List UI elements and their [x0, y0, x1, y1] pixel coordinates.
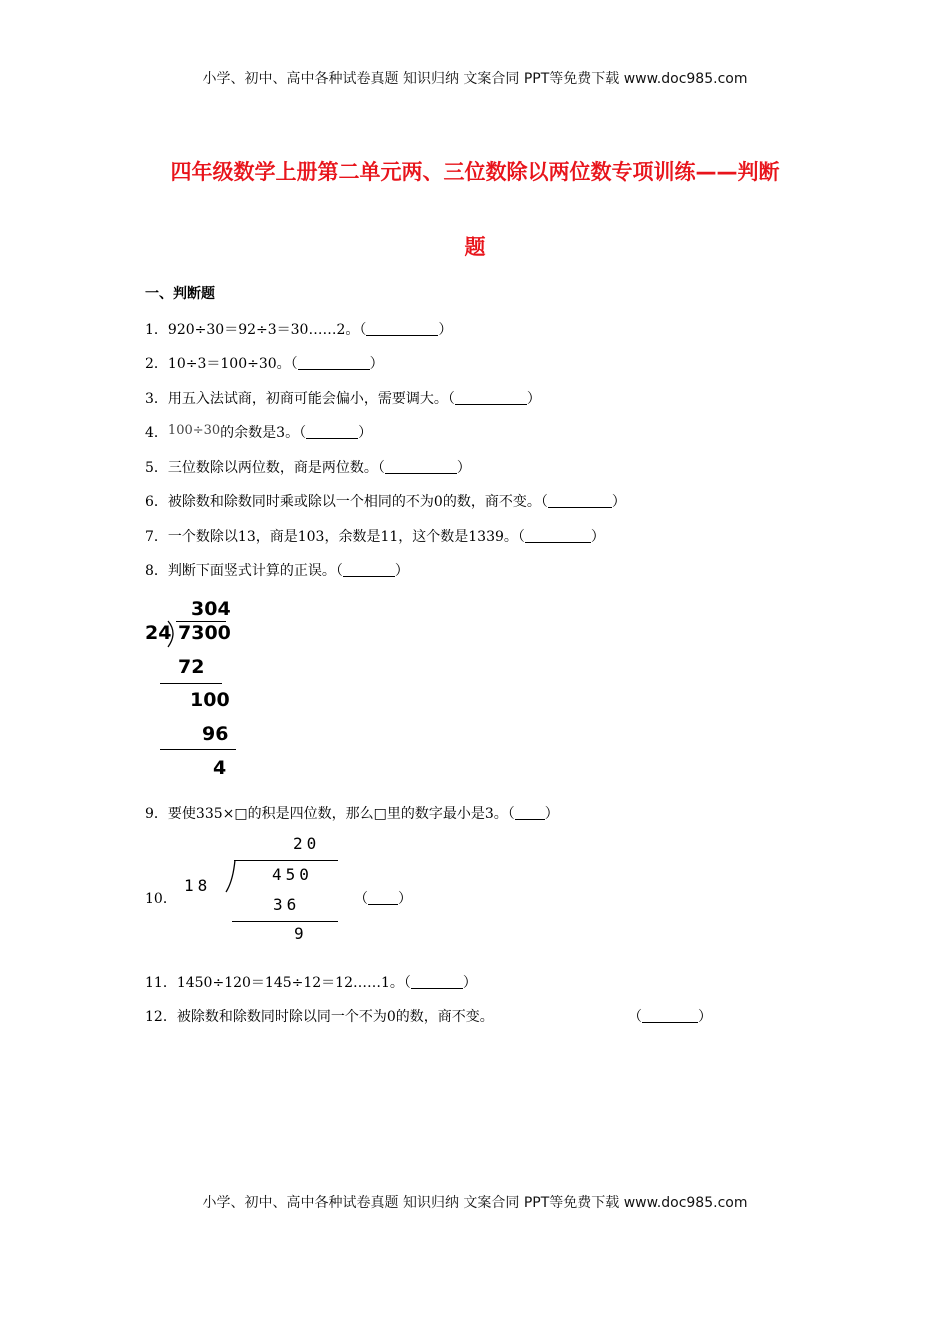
- paren-close: ）: [462, 975, 477, 991]
- paren-close: ）: [611, 494, 626, 510]
- question-text: 用五入法试商，初商可能会偏小，需要调大。（: [167, 391, 455, 407]
- answer-blank[interactable]: [642, 1008, 698, 1023]
- paren-open: （: [628, 1009, 642, 1025]
- question-number: 4．: [145, 425, 168, 441]
- section-title: 一、判断题: [145, 286, 215, 302]
- division-line: [232, 921, 338, 922]
- paren-open: （: [354, 891, 368, 907]
- question-12-answer: [628, 1006, 712, 1026]
- question-text: 三位数除以两位数，商是两位数。（: [167, 460, 385, 476]
- answer-blank[interactable]: [515, 805, 545, 820]
- page-footer: 小学、初中、高中各种试卷真题 知识归纳 文案合同 PPT等免费下载 www.doc985.com: [202, 1195, 748, 1211]
- paren-close: ）: [438, 322, 453, 338]
- division-remainder: 9: [294, 924, 308, 943]
- question-9: [145, 803, 559, 823]
- question-7: [145, 526, 605, 546]
- paren-close: ）: [526, 391, 541, 407]
- question-text: 要使335×□的积是四位数，那么□里的数字最小是3。（: [167, 806, 515, 822]
- answer-blank[interactable]: [385, 459, 457, 474]
- division-divisor: 24: [145, 622, 172, 644]
- question-2: [145, 353, 384, 373]
- question-number: 7．: [145, 529, 168, 545]
- question-8: [145, 560, 409, 580]
- paren-close: ）: [590, 529, 605, 545]
- question-text: 被除数和除数同时乘或除以一个相同的不为0的数，商不变。（: [167, 494, 548, 510]
- answer-blank[interactable]: [548, 493, 612, 508]
- page-title-line2: 题: [464, 235, 486, 259]
- question-number: 6．: [145, 494, 168, 510]
- question-text: 判断下面竖式计算的正误。（: [167, 563, 343, 579]
- question-number: 2．: [145, 356, 168, 372]
- question-text: 一个数除以13，商是103，余数是11，这个数是1339。（: [167, 529, 525, 545]
- answer-blank[interactable]: [343, 562, 395, 577]
- question-3: [145, 388, 541, 408]
- paren-close: ）: [394, 563, 409, 579]
- page-title-line1: 四年级数学上册第二单元两、三位数除以两位数专项训练——判断: [170, 160, 780, 184]
- question-number: 5．: [145, 460, 168, 476]
- question-10-answer: [354, 888, 412, 908]
- question-6: [145, 491, 626, 511]
- division-dividend: 7300: [178, 622, 231, 644]
- question-text: 被除数和除数同时除以同一个不为0的数，商不变。: [176, 1009, 494, 1025]
- answer-blank[interactable]: [525, 528, 591, 543]
- division-line: [160, 683, 222, 684]
- question-number: 1．: [145, 322, 168, 338]
- page-header: 小学、初中、高中各种试卷真题 知识归纳 文案合同 PPT等免费下载 www.doc985.com: [202, 71, 748, 87]
- division-step-3: 96: [202, 723, 229, 745]
- paren-close: ）: [698, 1009, 712, 1025]
- question-10-number: 10．: [145, 891, 177, 907]
- question-5: [145, 457, 471, 477]
- division-quotient: 20: [293, 834, 321, 853]
- paren-close: ）: [358, 425, 373, 441]
- question-1: [145, 319, 452, 339]
- question-number: 11．: [145, 975, 177, 991]
- division-bracket-icon: [224, 859, 238, 893]
- division-step-1: 36: [273, 895, 301, 914]
- question-text: 1450÷120＝145÷12＝12……1。（: [176, 975, 411, 991]
- answer-blank[interactable]: [411, 974, 463, 989]
- paren-close: ）: [398, 891, 412, 907]
- question-12: [145, 1006, 494, 1026]
- division-bar: [234, 860, 338, 861]
- answer-blank[interactable]: [368, 890, 398, 905]
- paren-close: ）: [369, 356, 384, 372]
- math-expression: 100÷30: [167, 423, 221, 438]
- question-number: 8．: [145, 563, 168, 579]
- paren-close: ）: [544, 806, 559, 822]
- question-text: 10÷3＝100÷30。（: [167, 356, 298, 372]
- question-text: 的余数是3。（: [220, 425, 307, 441]
- question-number: 9．: [145, 806, 168, 822]
- question-4: [145, 422, 372, 442]
- question-number: 3．: [145, 391, 168, 407]
- question-number: 12．: [145, 1009, 177, 1025]
- answer-blank[interactable]: [306, 424, 358, 439]
- question-11: [145, 972, 477, 992]
- division-quotient: 304: [191, 598, 231, 620]
- division-step-2: 100: [190, 689, 230, 711]
- division-line: [160, 749, 236, 750]
- division-step-1: 72: [178, 656, 205, 678]
- answer-blank[interactable]: [298, 355, 370, 370]
- division-remainder: 4: [213, 757, 227, 779]
- question-text: 920÷30＝92÷3＝30……2。（: [167, 322, 367, 338]
- answer-blank[interactable]: [455, 390, 527, 405]
- paren-close: ）: [456, 460, 471, 476]
- division-dividend: 450: [272, 865, 313, 884]
- answer-blank[interactable]: [366, 321, 438, 336]
- division-divisor: 18: [184, 876, 212, 895]
